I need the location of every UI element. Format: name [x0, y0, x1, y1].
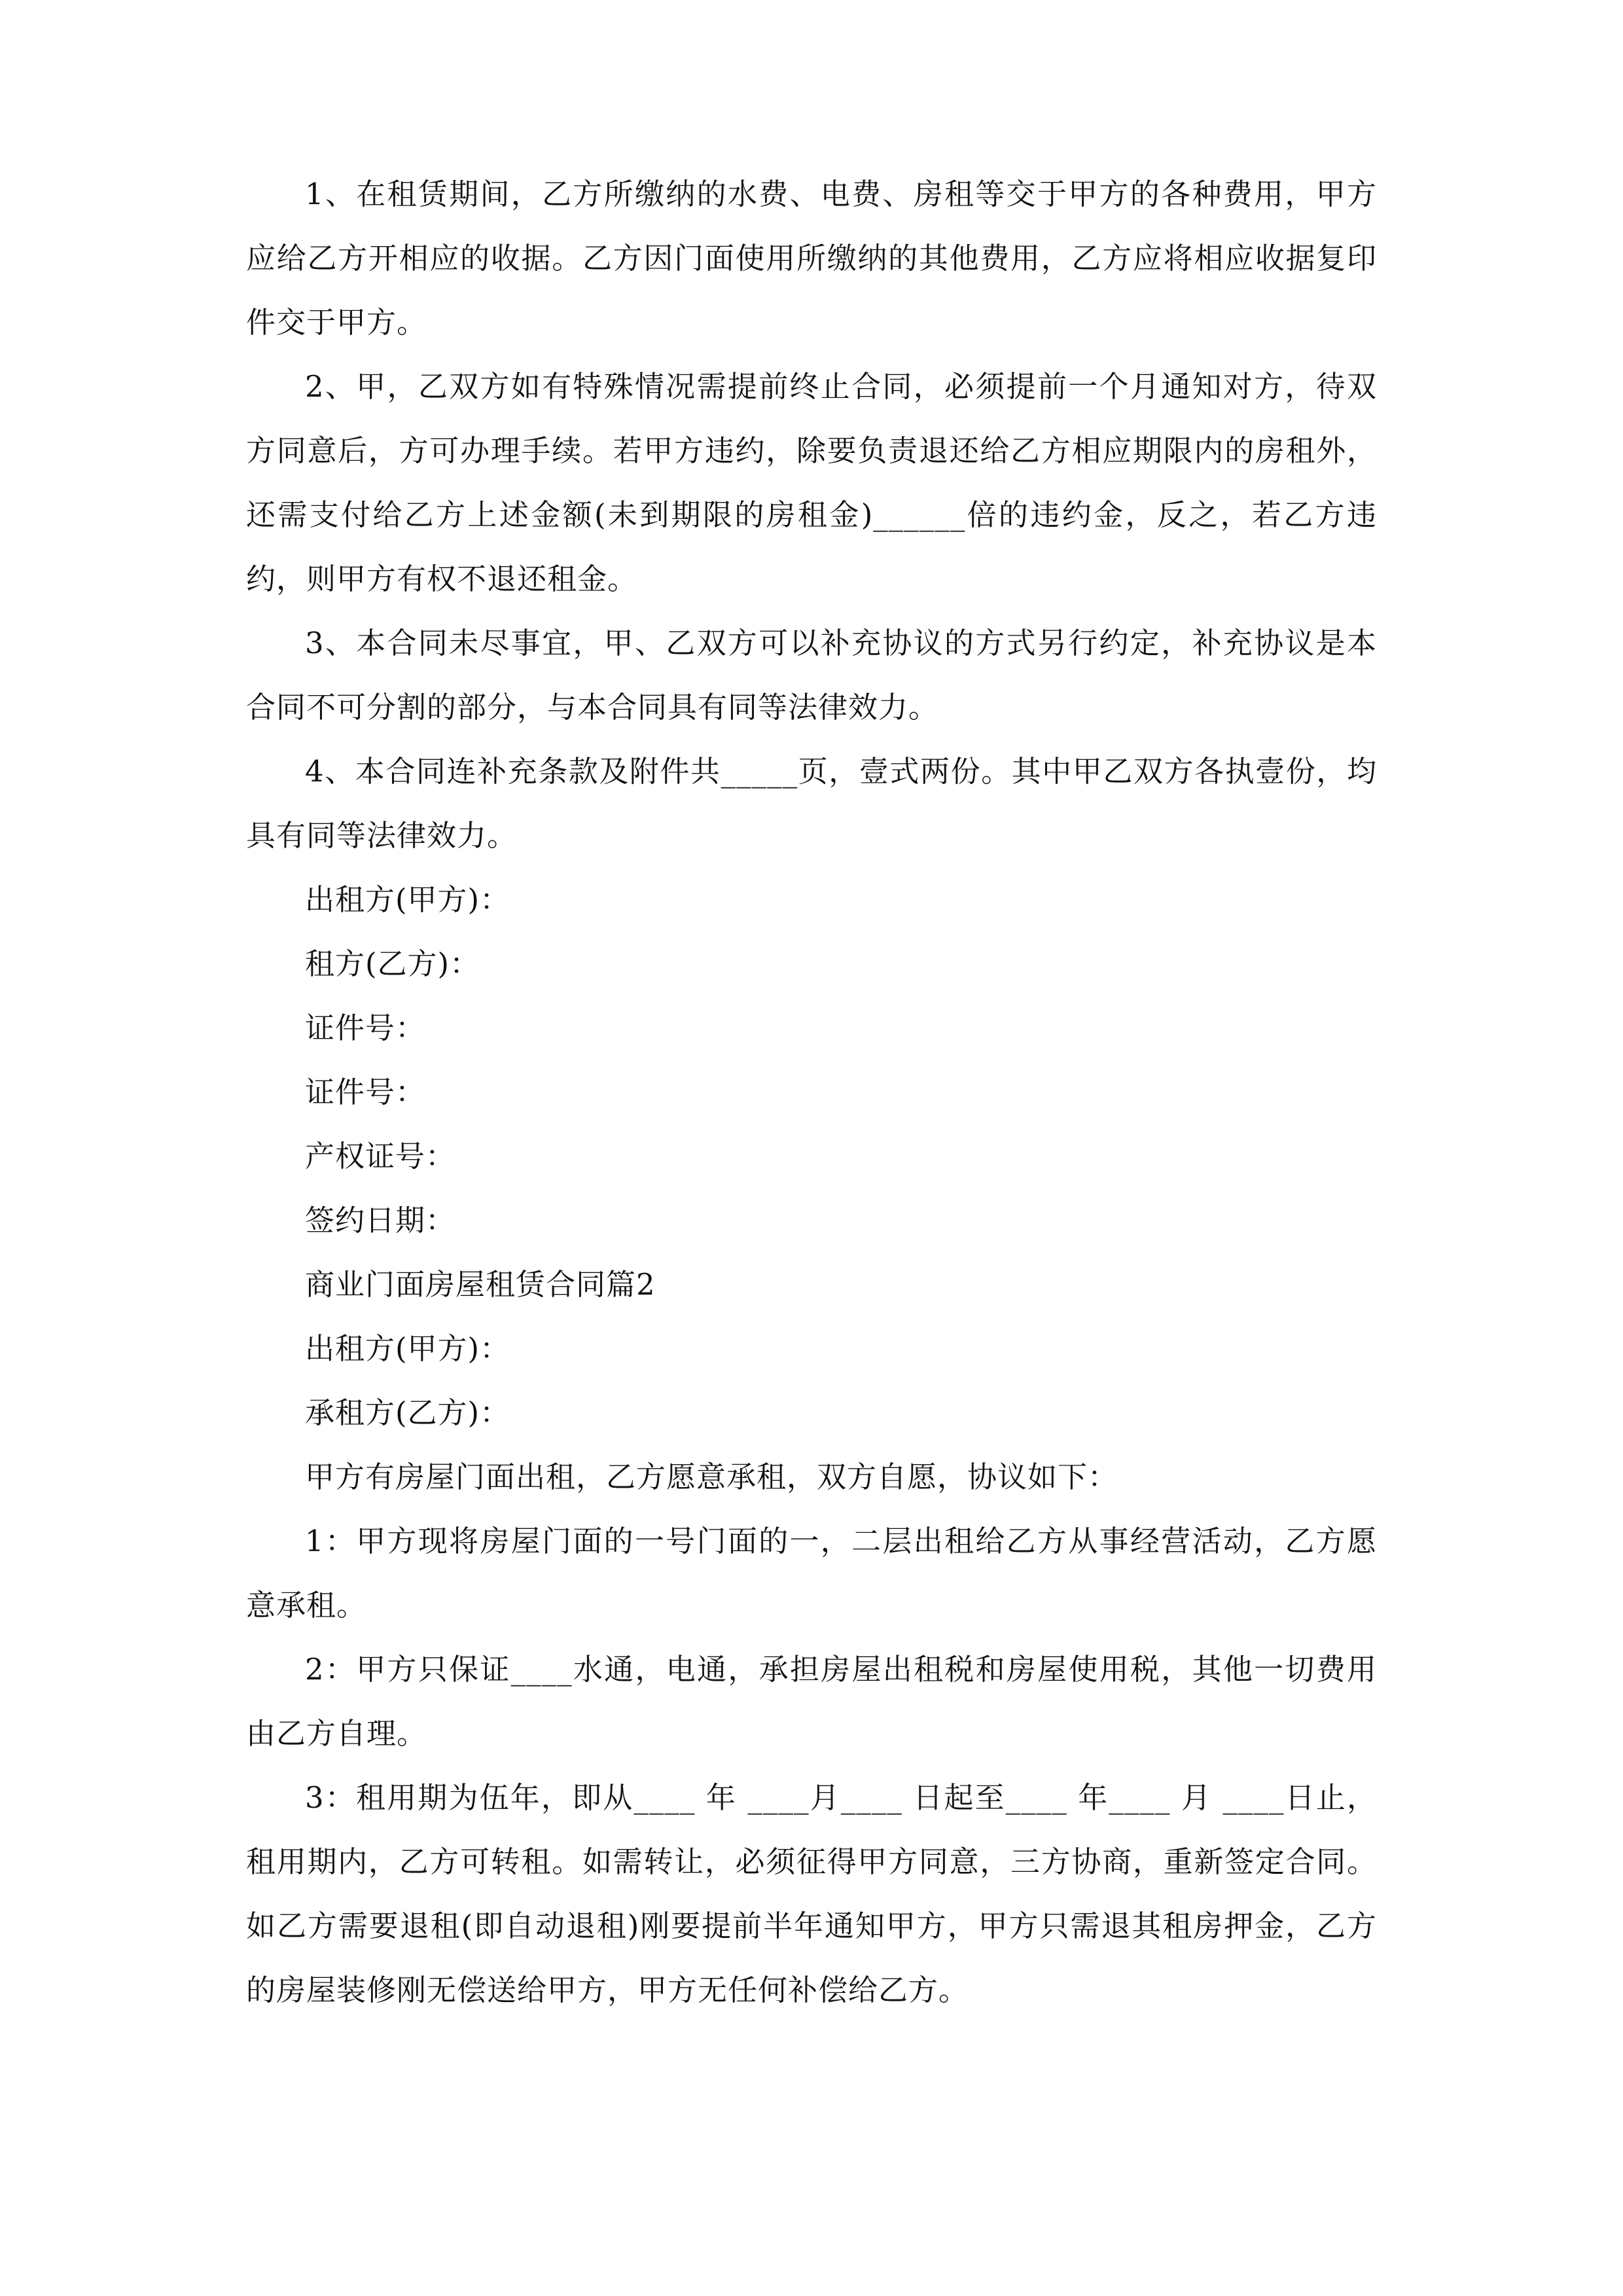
lessor-label: 出租方(甲方)： — [305, 1331, 510, 1366]
id-number-label: 证件号： — [305, 1075, 426, 1109]
section-title-contract-2: 商业门面房屋租赁合同篇2 — [305, 1267, 656, 1302]
term-2-utilities: 2：甲方只保证____水通，电通，承担房屋出租税和房屋使用税，其他一切费用由乙方自理。 — [246, 1652, 1377, 1751]
clause-3-supplementary-agreement: 3、本合同未尽事宜，甲、乙双方可以补充协议的方式另行约定，补充协议是本合同不可分割的部分，与本合同具有同等法律效力。 — [246, 626, 1377, 725]
id-number-label: 证件号： — [305, 1011, 426, 1045]
lessee-label: 租方(乙方)： — [305, 946, 480, 981]
lessee-label: 承租方(乙方)： — [305, 1395, 510, 1430]
property-certificate-label: 产权证号： — [305, 1139, 456, 1174]
signing-date-label: 签约日期： — [305, 1203, 456, 1238]
clause-4-copies: 4、本合同连补充条款及附件共_____页，壹式两份。其中甲乙双方各执壹份，均具有同等法律效力。 — [246, 754, 1377, 853]
clause-1-payment-receipts: 1、在租赁期间，乙方所缴纳的水费、电费、房租等交于甲方的各种费用，甲方应给乙方开相应的收据。乙方因门面使用所缴纳的其他费用，乙方应将相应收据复印件交于甲方。 — [246, 177, 1377, 340]
term-1-premises: 1：甲方现将房屋门面的一号门面的一，二层出租给乙方从事经营活动，乙方愿意承租。 — [246, 1524, 1377, 1623]
clause-2-early-termination: 2、甲，乙双方如有特殊情况需提前终止合同，必须提前一个月通知对方，待双方同意后，方可办理手续。若甲方违约，除要负责退还给乙方相应期限内的房租外，还需支付给乙方上述金额(未到期限的房租金)______倍的违约金，反之，若乙方违约，则甲方有权不退还租金。 — [246, 369, 1377, 596]
lessor-label: 出租方(甲方)： — [305, 882, 510, 917]
term-3-lease-period: 3：租用期为伍年，即从____ 年 ____月____ 日起至____ 年____ 月 ____日止，租用期内，乙方可转租。如需转让，必须征得甲方同意，三方协商，重新签定合同。如乙方需要退租(即自动退租)刚要提前半年通知甲方，甲方只需退其租房押金，乙方的房屋装修刚无偿送给甲方，甲方无任何补偿给乙方。 — [246, 1780, 1377, 2007]
document-body — [246, 162, 1377, 2022]
agreement-intro: 甲方有房屋门面出租，乙方愿意承租，双方自愿，协议如下： — [305, 1460, 1118, 1494]
